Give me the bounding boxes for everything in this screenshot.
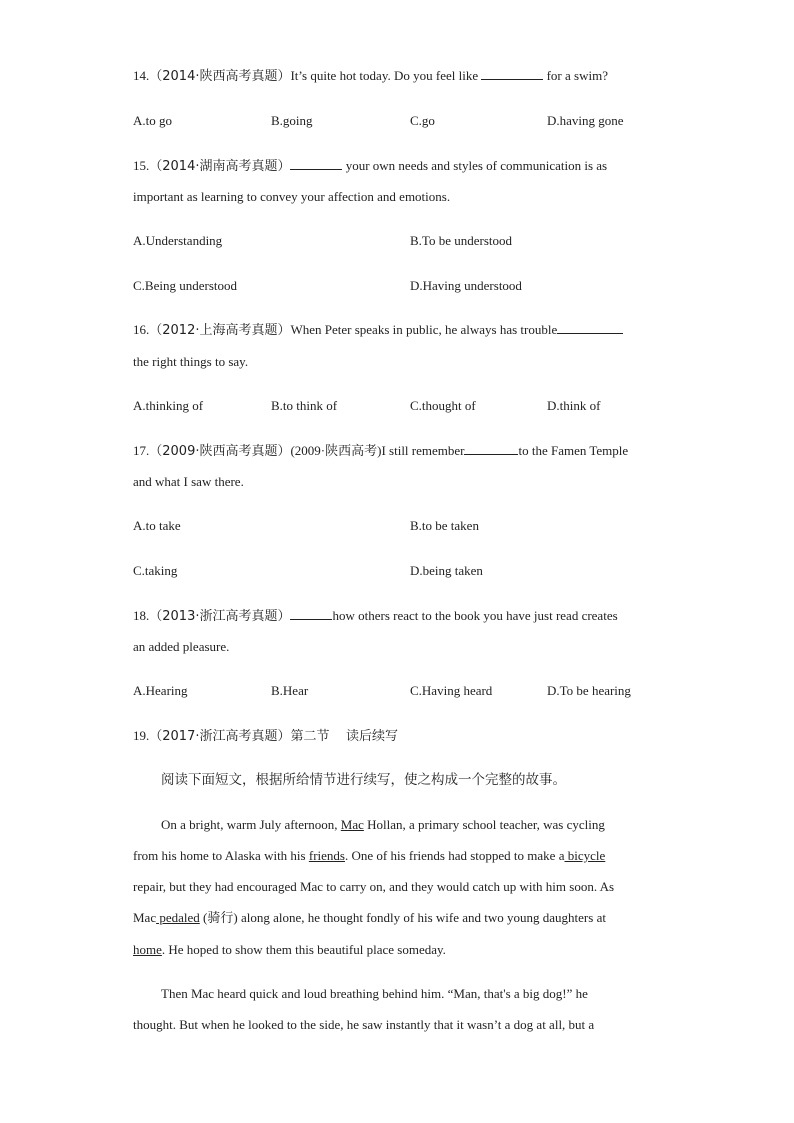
answer-blank bbox=[290, 607, 332, 620]
passage-line bbox=[133, 909, 606, 927]
answer-blank bbox=[290, 157, 342, 170]
underlined-word: home bbox=[133, 942, 162, 957]
passage-line: repair, but they had encouraged Mac to carry on, and they would catch up with him soon. As bbox=[133, 879, 615, 894]
option-c: C.taking bbox=[133, 563, 178, 578]
option-b: B.Hear bbox=[271, 683, 309, 698]
question-text-line2: an added pleasure. bbox=[133, 639, 230, 654]
section-title: 第二节 读后续写 bbox=[290, 729, 398, 744]
question-18 bbox=[133, 607, 618, 626]
option-d: D.Having understood bbox=[410, 278, 522, 293]
question-text-line2: the right things to say. bbox=[133, 354, 249, 369]
question-15 bbox=[133, 157, 607, 176]
question-number: 14. bbox=[133, 68, 150, 83]
answer-blank bbox=[481, 67, 543, 80]
question-text: for a swim? bbox=[546, 68, 608, 83]
question-number: 16. bbox=[133, 322, 150, 337]
question-source: （2009·陕西高考真题） bbox=[149, 444, 291, 459]
question-text: to the Famen Temple bbox=[518, 443, 629, 458]
question-16 bbox=[133, 321, 623, 340]
option-a: A.thinking of bbox=[133, 398, 204, 413]
question-number: 17. bbox=[133, 443, 150, 458]
option-c: C.Being understood bbox=[133, 278, 237, 293]
passage-text: from his home to Alaska with his bbox=[133, 848, 306, 863]
question-source: （2013·浙江高考真题） bbox=[149, 609, 291, 624]
option-c: C.thought of bbox=[410, 398, 476, 413]
passage-text: (骑行) along alone, he thought fondly of his wife and two young daughters at bbox=[203, 910, 606, 925]
passage-line: thought. But when he looked to the side, he saw instantly that it wasn’t a dog at all, but a bbox=[133, 1017, 595, 1032]
question-text: (2009·陕西高考)I still remember bbox=[290, 443, 465, 458]
option-b: B.to be taken bbox=[410, 518, 479, 533]
passage-line bbox=[133, 941, 446, 959]
passage-line bbox=[161, 816, 605, 834]
question-source: （2014·陕西高考真题） bbox=[149, 69, 291, 84]
passage-line bbox=[133, 847, 605, 865]
passage-text: On a bright, warm July afternoon, bbox=[161, 817, 338, 832]
underlined-word: friends bbox=[308, 848, 345, 863]
option-d: D.being taken bbox=[410, 563, 483, 578]
question-text: how others react to the book you have just read creates bbox=[332, 608, 618, 623]
question-text-line2: important as learning to convey your affection and emotions. bbox=[133, 189, 451, 204]
answer-blank bbox=[464, 442, 518, 455]
question-source: （2012·上海高考真题） bbox=[149, 323, 291, 338]
question-text: When Peter speaks in public, he always has trouble bbox=[290, 322, 558, 337]
passage-text: Mac bbox=[133, 910, 157, 925]
option-b: B.to think of bbox=[271, 398, 338, 413]
underlined-word: pedaled bbox=[156, 910, 200, 925]
passage-text: Hollan, a primary school teacher, was cycling bbox=[367, 817, 605, 832]
instruction: 阅读下面短文，根据所给情节进行续写，使之构成一个完整的故事。 bbox=[161, 772, 566, 788]
question-19 bbox=[133, 727, 398, 746]
passage-line: Then Mac heard quick and loud breathing behind him. “Man, that's a big dog!” he bbox=[161, 986, 588, 1001]
answer-blank bbox=[557, 321, 623, 334]
option-d: D.having gone bbox=[547, 113, 624, 128]
question-14 bbox=[133, 67, 608, 86]
option-b: B.going bbox=[271, 113, 313, 128]
option-a: A.to take bbox=[133, 518, 181, 533]
question-text: your own needs and styles of communication is as bbox=[345, 158, 608, 173]
option-d: D.To be hearing bbox=[547, 683, 631, 698]
question-text: It’s quite hot today. Do you feel like bbox=[290, 68, 479, 83]
question-number: 19. bbox=[133, 728, 150, 743]
underlined-word: Mac bbox=[340, 817, 364, 832]
passage-text: . He hoped to show them this beautiful place someday. bbox=[161, 942, 446, 957]
question-17 bbox=[133, 442, 628, 461]
question-number: 15. bbox=[133, 158, 150, 173]
option-c: C.go bbox=[410, 113, 435, 128]
option-d: D.think of bbox=[547, 398, 601, 413]
option-b: B.To be understood bbox=[410, 233, 512, 248]
question-source: （2017·浙江高考真题） bbox=[149, 729, 291, 744]
passage-text: . One of his friends had stopped to make a bbox=[344, 848, 565, 863]
question-source: （2014·湖南高考真题） bbox=[149, 159, 291, 174]
question-text-line2: and what I saw there. bbox=[133, 474, 244, 489]
option-a: A.to go bbox=[133, 113, 172, 128]
question-number: 18. bbox=[133, 608, 150, 623]
option-a: A.Hearing bbox=[133, 683, 188, 698]
underlined-word: bicycle bbox=[564, 848, 606, 863]
option-c: C.Having heard bbox=[410, 683, 493, 698]
option-a: A.Understanding bbox=[133, 233, 223, 248]
